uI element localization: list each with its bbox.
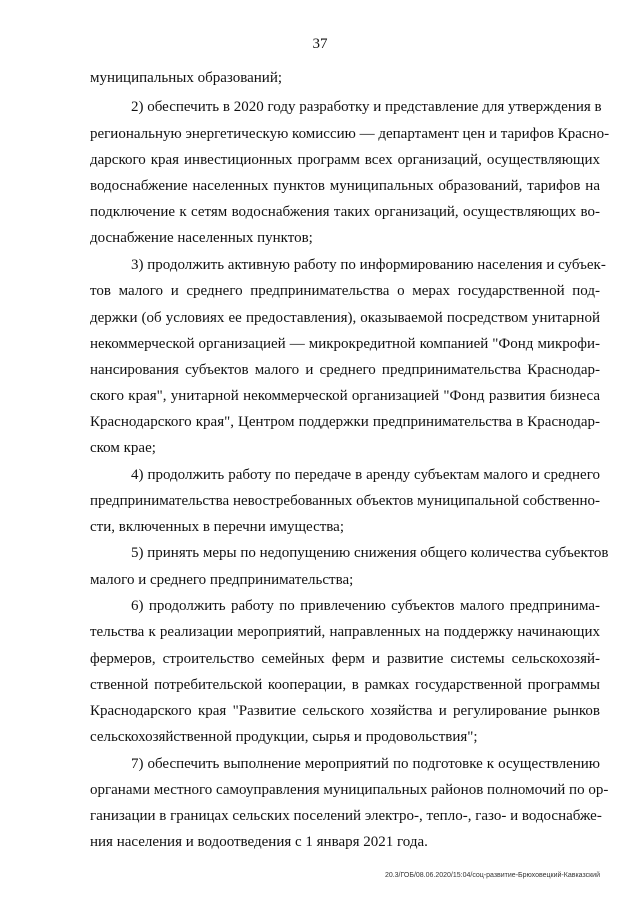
text-line: 3) продолжить активную работу по информированию населения и субъек- [131,257,606,273]
text-line: ском крае; [90,440,156,456]
text-line: доснабжение населенных пунктов; [90,230,313,246]
text-line: 2) обеспечить в 2020 году разработку и представление для утверждения в [131,99,602,115]
page-number: 37 [312,36,328,52]
text-line: некоммерческой организацией — микрокредитной компанией "Фонд микрофи- [90,336,600,352]
text-line: тов малого и среднего предпринимательства о мерах государственной под- [90,283,600,299]
text-line: предпринимательства невостребованных объектов муниципальной собственно- [90,493,600,509]
text-line: тельства к реализации мероприятий, направленных на поддержку начинающих [90,624,600,640]
text-line: подключение к сетям водоснабжения таких организаций, осуществляющих во- [90,204,600,220]
text-line: ственной потребительской кооперации, в рамках государственной программы [90,677,600,693]
text-line: ния населения и водоотведения с 1 января 2021 года. [90,834,428,850]
text-line: органами местного самоуправления муниципальных районов полномочий по ор- [90,782,609,798]
text-line: нансирования субъектов малого и среднего предпринимательства Краснодар- [90,362,600,378]
text-line: муниципальных образований; [90,70,283,86]
text-line: держки (об условиях ее предоставления), оказываемой посредством унитарной [90,310,600,326]
text-line: сти, включенных в перечни имущества; [90,519,344,535]
text-line: водоснабжение населенных пунктов муниципальных образований, тарифов на [90,178,600,194]
text-line: 5) принять меры по недопущению снижения общего количества субъектов [131,545,609,561]
text-line: региональную энергетическую комиссию — департамент цен и тарифов Красно- [90,126,610,142]
text-line: ского края", унитарной некоммерческой организацией "Фонд развития бизнеса [90,388,600,404]
text-line: Краснодарского края "Развитие сельского хозяйства и регулирование рынков [90,703,600,719]
text-line: 7) обеспечить выполнение мероприятий по подготовке к осуществлению [131,756,600,772]
text-line: малого и среднего предпринимательства; [90,572,354,588]
text-line: дарского края инвестиционных программ всех организаций, осуществляющих [90,152,600,168]
text-line: 6) продолжить работу по привлечению субъектов малого предпринима- [131,598,600,614]
text-line: ганизации в границах сельских поселений электро-, тепло-, газо- и водоснабже- [90,808,602,824]
text-line: Краснодарского края", Центром поддержки предпринимательства в Краснодар- [90,414,600,430]
text-line: фермеров, строительство семейных ферм и развитие системы сельскохозяй- [90,651,600,667]
text-line: сельскохозяйственной продукции, сырья и продовольствия"; [90,729,478,745]
text-line: 4) продолжить работу по передаче в аренду субъектам малого и среднего [131,467,600,483]
document-footer-stamp: 20.3/ГОБ/08.06.2020/15:04/соц-развитие-Брюховецкий-Кавказский [384,872,600,879]
